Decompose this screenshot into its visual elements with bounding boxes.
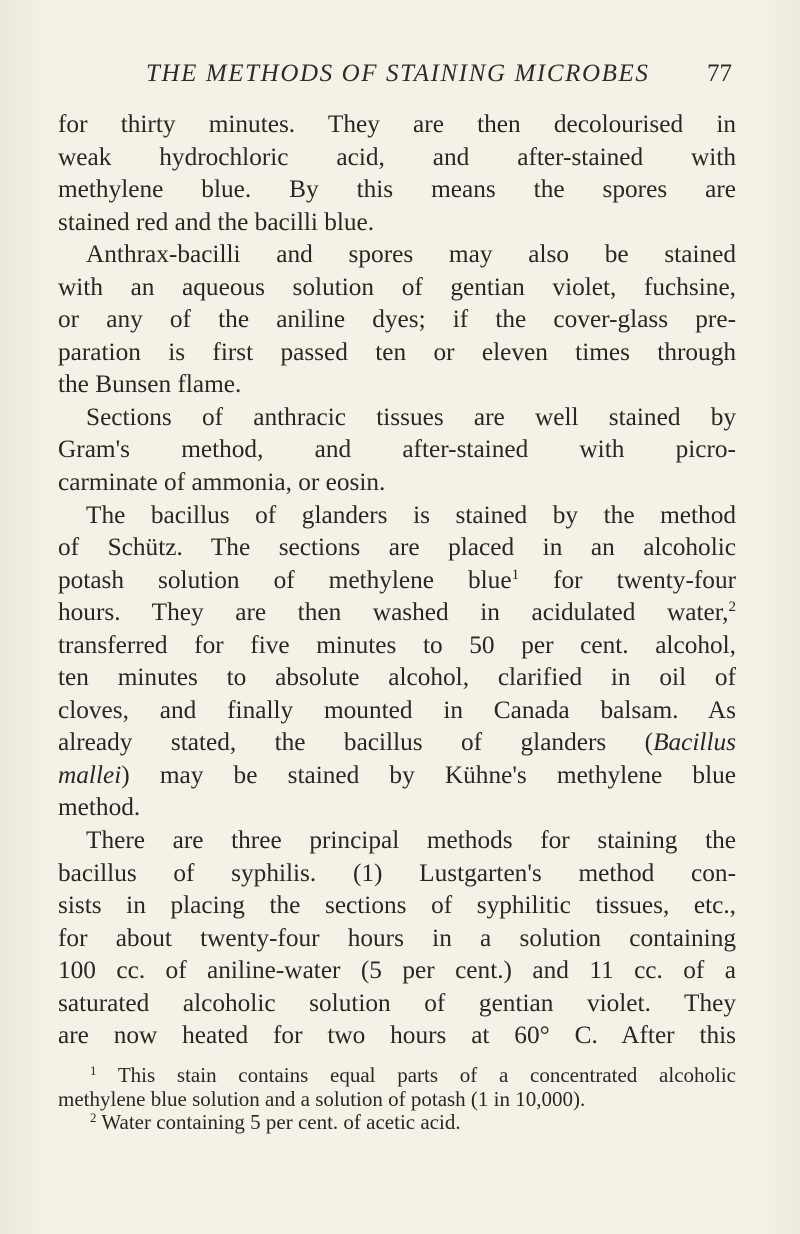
text-line (58, 564, 736, 597)
text-line: sists in placing the sections of syphilitic tissues, etc., (58, 891, 736, 920)
line-fragment: for twenty-four (553, 565, 737, 594)
footnotes (58, 1064, 736, 1135)
footnote-text: Water containing 5 per cent. of acetic acid. (101, 1110, 461, 1134)
italic-term: mallei (58, 760, 122, 789)
text-line: bacillus of syphilis. (1) Lustgarten's method con- (58, 858, 736, 887)
footnote-marker: 1 (90, 1063, 97, 1078)
text-line: carminate of ammonia, or eosin. (58, 468, 386, 497)
text-line: weak hydrochloric acid, and after-stained with (58, 142, 736, 171)
footnote-line (58, 1111, 736, 1135)
text-line: or any of the aniline dyes; if the cover-glass pre- (58, 305, 736, 334)
text-line: the Bunsen flame. (58, 370, 242, 399)
text-line: with an aqueous solution of gentian violet, fuchsine, (58, 272, 736, 301)
line-fragment: already stated, the bacillus of glanders ( (58, 728, 654, 757)
line-fragment: ) may be stained by Kühne's methylene blue (121, 760, 736, 789)
text-line (58, 726, 736, 759)
footnote-line: methylene blue solution and a solution of potash (1 in 10,000). (58, 1086, 586, 1111)
footnote-line (58, 1064, 736, 1088)
italic-term: Bacillus (653, 728, 736, 757)
text-line: methylene blue. By this means the spores are (58, 175, 736, 204)
text-line: Anthrax-bacilli and spores may also be stained (86, 240, 736, 269)
text-line: cloves, and finally mounted in Canada balsam. As (58, 695, 736, 724)
footnote-ref: 2 (728, 599, 736, 616)
text-line: stained red and the bacilli blue. (58, 207, 375, 236)
text-line (58, 759, 736, 792)
text-line: The bacillus of glanders is stained by the method (86, 500, 736, 529)
line-fragment: hours. They are then washed in acidulated water, (58, 598, 729, 627)
body-text (58, 108, 736, 1052)
text-line: transferred for five minutes to 50 per cent. alcohol, (58, 630, 736, 659)
text-line: ten minutes to absolute alcohol, clarified in oil of (58, 663, 736, 692)
running-head (146, 60, 732, 92)
text-line: are now heated for two hours at 60° C. After this (58, 1021, 736, 1050)
text-line: for about twenty-four hours in a solution containing (58, 923, 736, 952)
page-number: 77 (707, 60, 732, 87)
footnote-ref: 1 (511, 566, 520, 583)
text-line: There are three principal methods for staining the (86, 826, 736, 855)
text-line: paration is first passed ten or eleven times through (58, 337, 736, 366)
running-title: THE METHODS OF STAINING MICROBES (146, 60, 650, 87)
text-line: method. (58, 793, 141, 822)
text-line (58, 596, 736, 629)
text-line: of Schütz. The sections are placed in an alcoholic (58, 533, 736, 562)
text-line: saturated alcoholic solution of gentian violet. They (58, 988, 736, 1017)
footnote-text: This stain contains equal parts of a concentrated alcoholic (117, 1063, 737, 1087)
footnote-marker: 2 (90, 1110, 97, 1125)
line-fragment: potash solution of methylene blue (58, 565, 512, 594)
text-line: Sections of anthracic tissues are well stained by (86, 402, 736, 431)
text-line: for thirty minutes. They are then decolourised in (58, 110, 736, 138)
text-line: 100 cc. of aniline-water (5 per cent.) and 11 cc. of a (58, 956, 736, 985)
text-line: Gram's method, and after-stained with picro- (58, 435, 736, 464)
